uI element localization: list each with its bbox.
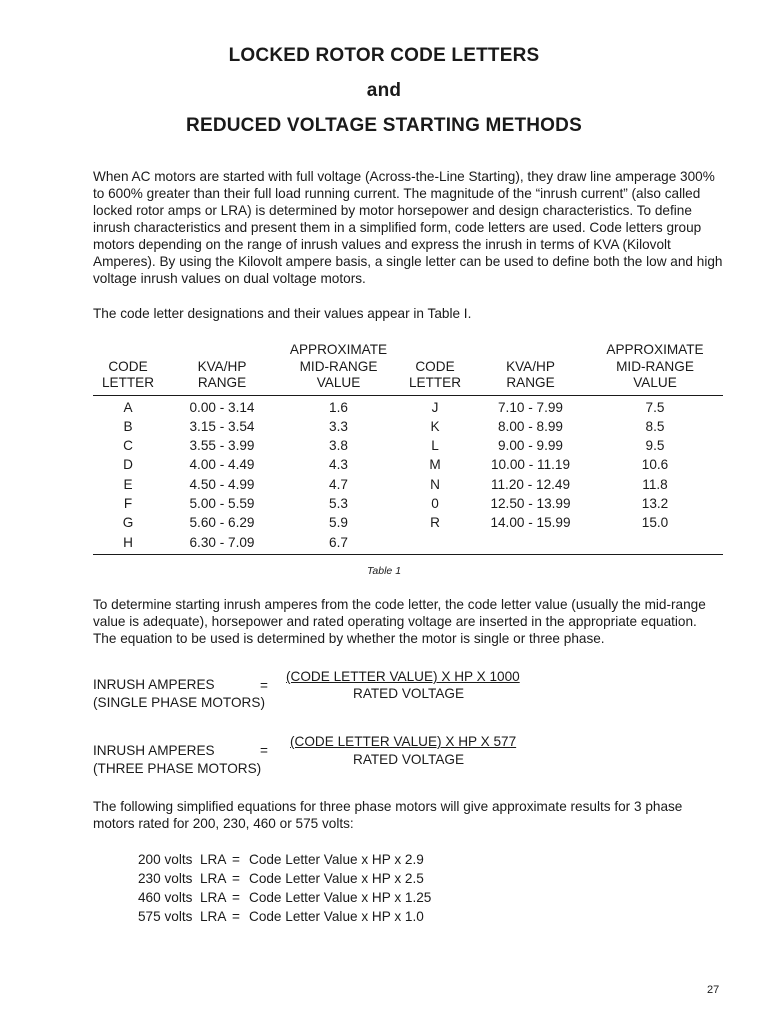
lra-label: LRA <box>200 871 227 886</box>
table-cell: 11.8 <box>642 476 668 492</box>
table-row <box>93 417 723 436</box>
table-header-row <box>93 342 723 395</box>
table-cell <box>587 533 723 555</box>
table-cell: 4.3 <box>329 457 348 473</box>
title-line-1: LOCKED ROTOR CODE LETTERS <box>228 45 540 66</box>
title-line-2: and <box>366 80 402 101</box>
lra-label: LRA <box>200 890 227 905</box>
table-cell: 15.0 <box>641 515 669 531</box>
volts-label: 200 volts <box>138 852 193 867</box>
table-cell: D <box>123 457 133 473</box>
table-row <box>93 494 723 513</box>
equals-sign: = <box>232 909 240 924</box>
table-cell: 5.60 - 6.29 <box>189 515 255 531</box>
table-cell: J <box>431 399 439 415</box>
table-cell: 7.5 <box>645 399 665 415</box>
table-cell: 4.50 - 4.99 <box>189 476 255 492</box>
table-cell: 1.6 <box>329 399 348 415</box>
table-cell: 10.00 - 11.19 <box>490 457 571 473</box>
equals-sign: = <box>260 743 268 758</box>
table-cell: M <box>429 457 441 473</box>
single-phase-denominator: RATED VOLTAGE <box>353 686 465 701</box>
lra-formula: Code Letter Value x HP x 2.9 <box>249 852 424 867</box>
simplified-paragraph: The following simplified equations for three phase motors will give approximate results for 3 phase motors rated for 200, 230, 460 or 575 volts: <box>93 799 683 831</box>
equation-label-line: (THREE PHASE MOTORS) <box>93 761 262 776</box>
table-cell: 5.9 <box>329 515 348 531</box>
table-cell: N <box>430 476 440 492</box>
lra-label: LRA <box>200 852 227 867</box>
table-cell: 5.3 <box>329 495 348 511</box>
table-cell: 8.00 - 8.99 <box>498 418 563 434</box>
header-mid-value-2: APPROXIMATE MID-RANGE VALUE <box>587 342 723 395</box>
list-item <box>138 869 431 888</box>
table-cell: 9.5 <box>645 438 665 454</box>
table-cell: 14.00 - 15.99 <box>490 515 571 531</box>
lra-formula: Code Letter Value x HP x 1.0 <box>249 909 424 924</box>
table-cell <box>474 533 587 555</box>
table-row <box>93 436 723 455</box>
table-cell: 7.10 - 7.99 <box>498 399 563 415</box>
lra-equation-list <box>138 850 431 926</box>
table-cell: 8.5 <box>645 418 665 434</box>
table-row <box>93 455 723 474</box>
title-line-3: REDUCED VOLTAGE STARTING METHODS <box>186 115 582 136</box>
table-cell: K <box>430 418 440 434</box>
lra-formula: Code Letter Value x HP x 2.5 <box>249 871 424 886</box>
list-item <box>138 888 431 907</box>
list-item <box>138 907 431 926</box>
table-cell: L <box>431 438 439 454</box>
table-cell: C <box>123 438 133 454</box>
table-cell: E <box>123 476 133 492</box>
equation-label-line: (SINGLE PHASE MOTORS) <box>93 695 265 710</box>
table-cell: 3.3 <box>329 418 348 434</box>
table-cell: 4.7 <box>329 476 348 492</box>
table-reference-paragraph: The code letter designations and their values appear in Table I. <box>93 306 472 321</box>
table-cell: 3.8 <box>329 438 348 454</box>
table-cell: 11.20 - 12.49 <box>490 476 571 492</box>
page-number: 27 <box>707 984 720 996</box>
single-phase-equation-label <box>93 676 265 712</box>
header-kva-range-2: KVA/HP RANGE <box>474 342 587 395</box>
table-cell: 3.55 - 3.99 <box>189 438 255 454</box>
table-cell: 0 <box>431 495 439 511</box>
lra-label: LRA <box>200 909 227 924</box>
table-cell: F <box>123 495 133 511</box>
code-letter-table <box>93 342 723 555</box>
table-cell: 9.00 - 9.99 <box>498 438 563 454</box>
three-phase-equation-label <box>93 742 261 778</box>
equation-label-line: INRUSH AMPERES <box>93 677 215 692</box>
table-cell: 6.30 - 7.09 <box>189 534 255 550</box>
list-item <box>138 850 431 869</box>
equals-sign: = <box>232 852 240 867</box>
table-cell: B <box>123 418 133 434</box>
table-cell: R <box>430 515 440 531</box>
table-cell: 6.7 <box>329 534 348 550</box>
intro-paragraph: When AC motors are started with full voltage (Across-the-Line Starting), they draw line amperage 300% to 600% greater than their full load running current. The magnitude of the “inrush current” (also called locked rotor amps or LRA) is determined by motor horsepower and design characteristics. To define inrush characteristics and present them in a simplified form, code letters are used. Code letters group motors depending on the range of inrush values and express the inrush in terms of KVA (Kilovolt Amperes). By using the Kilovolt ampere basis, a single letter can be used to define both the low and high voltage inrush values on dual voltage motors. <box>93 169 723 286</box>
header-kva-range-1: KVA/HP RANGE <box>163 342 281 395</box>
table-row <box>93 533 723 555</box>
table-cell: 5.00 - 5.59 <box>189 495 255 511</box>
table-cell: H <box>123 534 133 550</box>
lra-formula: Code Letter Value x HP x 1.25 <box>249 890 432 905</box>
table-cell: 13.2 <box>641 495 669 511</box>
table-row <box>93 475 723 494</box>
table-row <box>93 395 723 417</box>
table-row <box>93 513 723 532</box>
determine-paragraph: To determine starting inrush amperes from the code letter, the code letter value (usually the mid-range value is adequate), horsepower and rated operating voltage are inserted in the appropriate equation. The equation to be used is determined by whether the motor is single or three phase. <box>93 597 706 646</box>
volts-label: 460 volts <box>138 890 193 905</box>
table-cell: 10.6 <box>641 457 669 473</box>
equals-sign: = <box>232 871 240 886</box>
volts-label: 575 volts <box>138 909 193 924</box>
table-cell: A <box>123 399 133 415</box>
three-phase-denominator: RATED VOLTAGE <box>353 752 465 767</box>
table-cell: 0.00 - 3.14 <box>189 399 255 415</box>
table-cell <box>396 533 474 555</box>
volts-label: 230 volts <box>138 871 193 886</box>
table-caption: Table 1 <box>366 565 402 577</box>
table-cell: 4.00 - 4.49 <box>189 457 255 473</box>
three-phase-numerator: (CODE LETTER VALUE) X HP X 577 <box>290 734 517 749</box>
header-mid-value-1: APPROXIMATE MID-RANGE VALUE <box>281 342 396 395</box>
equals-sign: = <box>260 678 268 693</box>
table-cell: G <box>122 515 134 531</box>
header-code-letter-2: CODE LETTER <box>396 342 474 395</box>
table-cell: 3.15 - 3.54 <box>189 418 255 434</box>
single-phase-numerator: (CODE LETTER VALUE) X HP X 1000 <box>286 669 520 684</box>
header-code-letter-1: CODE LETTER <box>93 342 163 395</box>
equals-sign: = <box>232 890 240 905</box>
equation-label-line: INRUSH AMPERES <box>93 743 215 758</box>
table-cell: 12.50 - 13.99 <box>490 495 571 511</box>
